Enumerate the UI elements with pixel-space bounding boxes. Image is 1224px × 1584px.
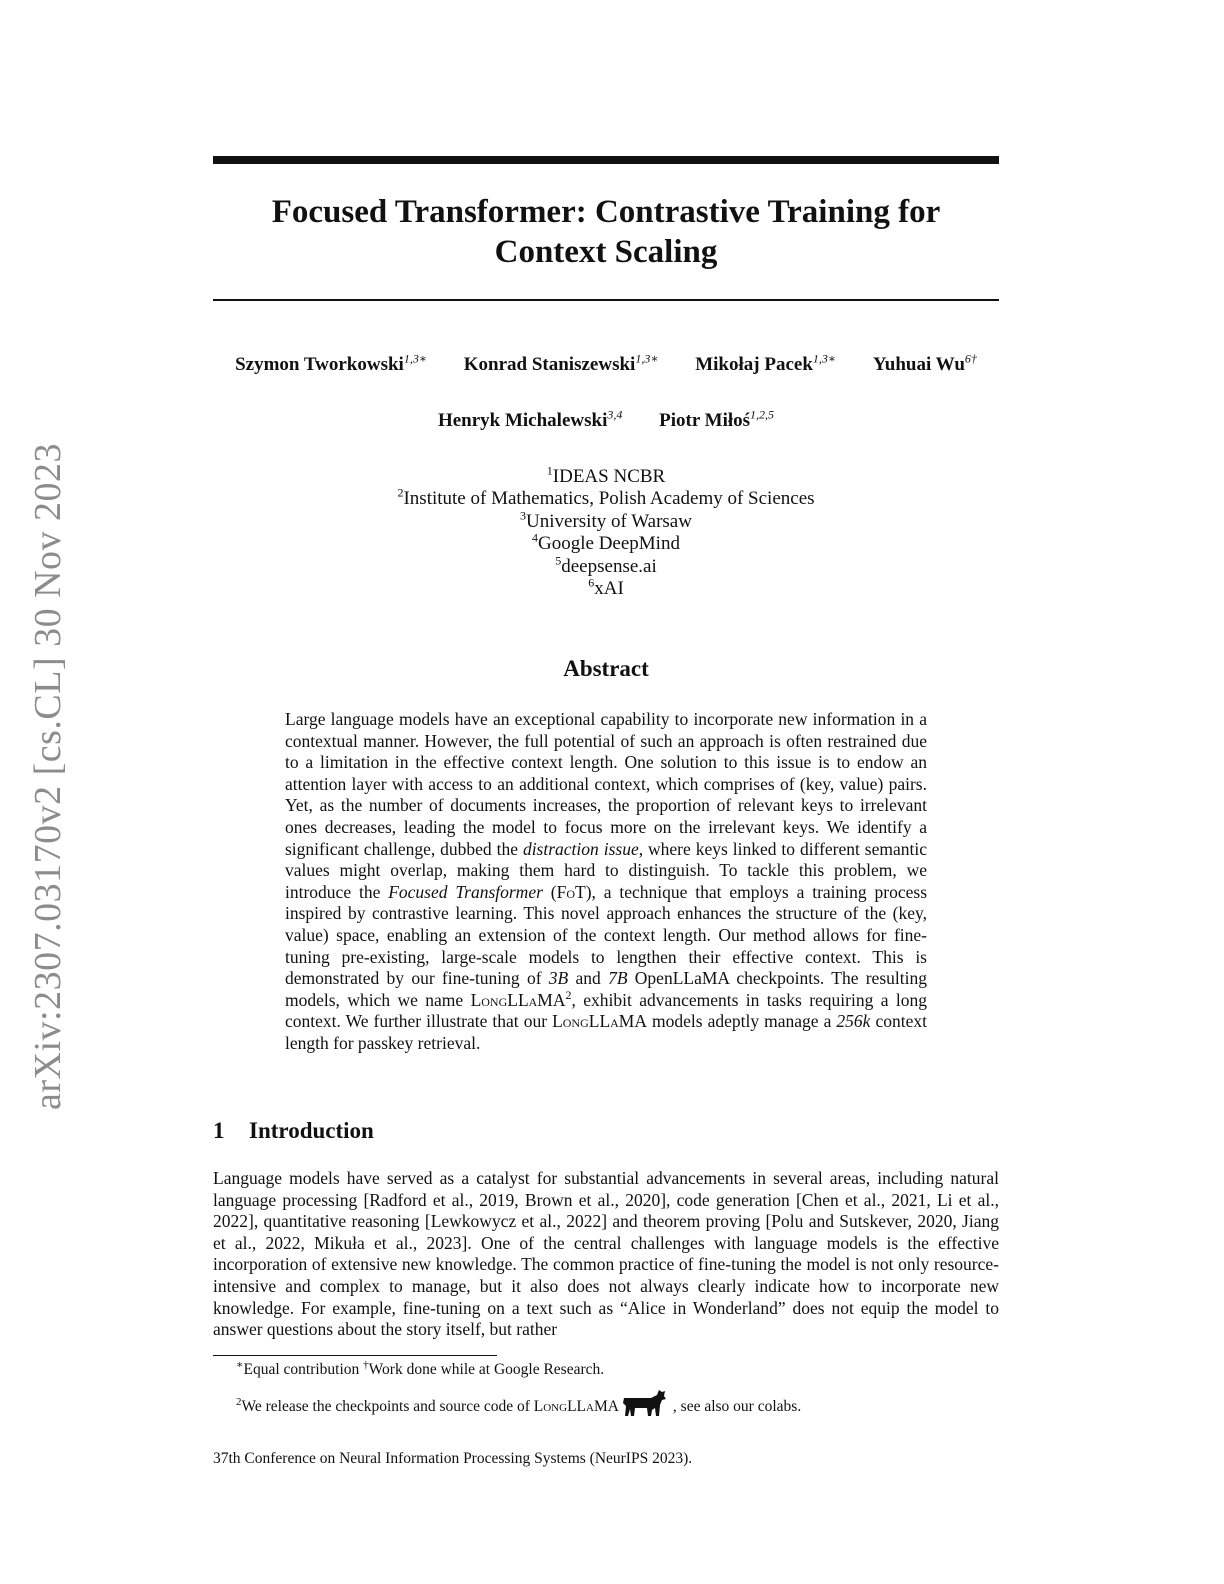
author: Piotr Miłoś$^{1,2,5}$	[659, 407, 775, 431]
llama-icon	[621, 1389, 671, 1422]
affiliations	[213, 463, 999, 600]
introduction-paragraph: Language models have served as a catalyst for substantial advancements in several areas, including natural language processing [Radford et al., 2019, Brown et al., 2020], code generation [Chen et al., 2021, Li et al., 2022], quantitative reasoning [Lewkowycz et al., 2022] and theorem proving [Polu and Sutskever, 2020, Jiang et al., 2022, Mikuła et al., 2023]. One of the central challenges with language models is the effective incorporation of extensive new knowledge. The common practice of fine-tuning the model is not only resource-intensive and complex to manage, but it also does not always clearly indicate how to incorporate new knowledge. For example, fine-tuning on a text such as “Alice in Wonderland” does not equip the model to answer questions about the story itself, but rather	[213, 1168, 999, 1340]
footnote-2: $^2$We release the checkpoints and source code of LongLLaMA , see also our colabs.	[236, 1389, 801, 1422]
affiliation: $^3$University of Warsaw	[520, 508, 692, 532]
author: Konrad Staniszewski$^{1,3∗}$	[463, 351, 659, 375]
footnote-1: ∗Equal contribution †Work done while at Google Research.	[236, 1358, 605, 1378]
title-line-2: Context Scaling	[494, 234, 718, 270]
section-heading-introduction: 1 Introduction	[213, 1118, 374, 1143]
author: Yuhuai $Wu^{6\dagger}$	[872, 351, 977, 375]
title-bottom-rule	[213, 299, 999, 301]
author-list-row-2	[213, 407, 999, 432]
author-list-row-1	[213, 351, 999, 376]
paper-title	[213, 192, 999, 272]
abstract-body: Large language models have an exceptional capability to incorporate new information in a contextual manner. However, the full potential of such an approach is often restrained due to a limitation in the effective context length. One solution to this issue is to endow an attention layer with access to an additional context, which comprises of (key, value) pairs. Yet, as the number of documents increases, the proportion of relevant keys to irrelevant ones decreases, leading the model to focus more on the irrelevant keys. We identify a significant challenge, dubbed the distraction issue, where keys linked to different semantic values might overlap, making them hard to distinguish. To tackle this problem, we introduce the Focused Transformer (FoT), a technique that employs a training process inspired by contrastive learning. This novel approach enhances the structure of the (key, value) space, enabling an extension of the context length. Our method allows for fine-tuning pre-existing, large-scale models to lengthen their effective context. This is demonstrated by our fine-tuning of 3B and 7B OpenLLaMA checkpoints. The resulting models, which we name LongLLaMA$^2$, exhibit advancements in tasks requiring a long context. We further illustrate that our LongLLaMA models adeptly manage a 256k context length for passkey retrieval.	[285, 709, 928, 1053]
abstract-heading: Abstract	[563, 656, 649, 681]
title-line-1: Focused Transformer: Contrastive Training for	[271, 194, 941, 230]
author: Mikołaj Pacek$^{1,3∗}$	[695, 351, 837, 375]
arxiv-identifier: arXiv:2307.03170v2 [cs.CL] 30 Nov 2023	[27, 442, 69, 1110]
affiliation: $^1$IDEAS NCBR	[546, 463, 666, 487]
footnote-rule	[213, 1355, 497, 1356]
conference-note: 37th Conference on Neural Information Processing Systems (NeurIPS 2023).	[213, 1450, 693, 1467]
affiliation: $^2$Institute of Mathematics, Polish Academy of Sciences	[397, 486, 815, 510]
affiliation: $^4$Google DeepMind	[532, 530, 680, 555]
title-top-rule	[213, 156, 999, 164]
affiliation: $^5$deepsense.ai	[555, 553, 657, 577]
affiliation: $^6$xAI	[588, 575, 624, 600]
author: Szymon Tworkowski$^{1,3∗}$	[235, 351, 427, 375]
author: Henryk Michalewski$^{3,4}$	[437, 407, 623, 431]
